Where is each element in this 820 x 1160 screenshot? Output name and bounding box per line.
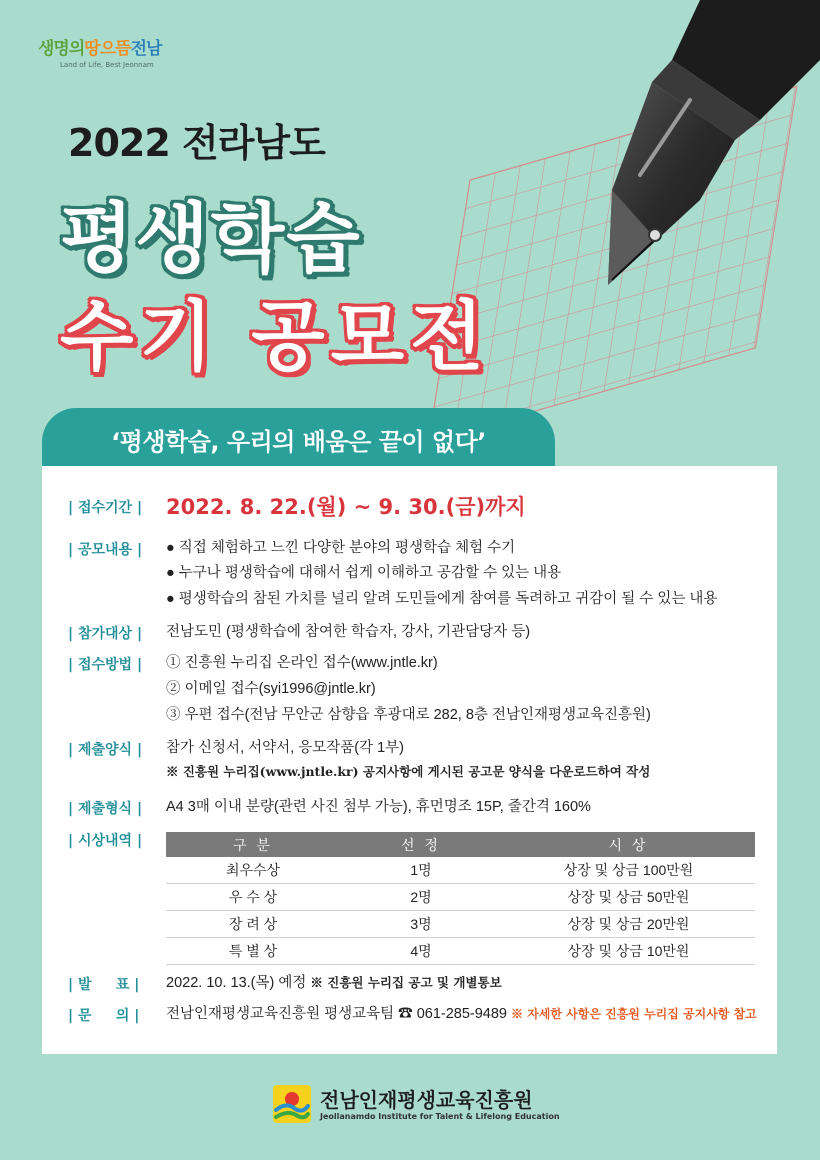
content-item: ● 직접 체험하고 느낀 다양한 분야의 평생학습 체험 수기 [166,540,516,556]
target-value: 전남도민 (평생학습에 참여한 학습자, 강사, 기관담당자 등) [166,624,531,640]
content-item: ● 평생학습의 참된 가치를 널리 알려 도민들에게 참여를 독려하고 귀감이 될 수 있는 내용 [166,591,718,607]
contact-info: 전남인재평생교육진흥원 평생교육팀 ☎ 061-285-9489 [166,1006,507,1022]
period-value: 2022. 8. 22.(월) ~ 9. 30.(금)까지 [166,495,526,519]
awards-header-prize: 시 상 [502,832,755,857]
award-prize: 상장 및 상금 10만원 [502,938,755,965]
announce-date: 2022. 10. 13.(목) 예정 [166,975,307,991]
period-label: | 접수기간 | [68,500,143,516]
main-title-line1: 평생학습 [60,194,362,283]
content-item: ● 누구나 평생학습에 대해서 쉽게 이해하고 공감할 수 있는 내용 [166,565,562,581]
forms-note: ※ 진흥원 누리집(www.jntle.kr) 공지사항에 게시된 공고문 양식을 다운로드하여 작성 [166,764,651,779]
contact-value [166,1002,757,1026]
award-name: 특 별 상 [166,938,340,965]
table-row [166,911,755,938]
awards-table [166,832,755,965]
award-count: 1명 [340,857,502,884]
announce-label: | 발 표 | [68,977,140,993]
award-count: 4명 [340,938,502,965]
forms-label: | 제출양식 | [68,742,143,758]
main-title-line2: 수기 공모전 [60,292,490,381]
method-item: ③ 우편 접수(전남 무안군 삼향읍 후광대로 282, 8층 전남인재평생교육진흥원) [166,707,651,723]
awards-label: | 시상내역 | [68,833,143,849]
award-prize: 상장 및 상금 50만원 [502,884,755,911]
method-item: ① 진흥원 누리집 온라인 접수(www.jntle.kr) [166,655,438,671]
award-name: 최우수상 [166,857,340,884]
announce-note: ※ 진흥원 누리집 공고 및 개별통보 [310,975,502,990]
forms-value: 참가 신청서, 서약서, 응모작품(각 1부) [166,740,404,756]
contact-note: ※ 자세한 사항은 진흥원 누리집 공지사항 참고 [511,1007,757,1021]
org-name: 전남인재평생교육진흥원 [320,1088,533,1112]
target-label: | 참가대상 | [68,626,143,642]
award-name: 우 수 상 [166,884,340,911]
year-title: 2022 전라남도 [68,121,325,165]
contact-label: | 문 의 | [68,1008,140,1024]
footer-org [272,1084,560,1128]
table-row [166,884,755,911]
content-label: | 공모내용 | [68,542,143,558]
award-name: 장 려 상 [166,911,340,938]
award-count: 2명 [340,884,502,911]
method-label: | 접수방법 | [68,657,143,673]
method-item: ② 이메일 접수(syi1996@jntle.kr) [166,681,376,697]
awards-table-header [166,832,755,857]
awards-header-count: 선 정 [340,832,502,857]
brand-logo-text-green: 생명의 [38,39,85,59]
brand-tagline: Land of Life, Best Jeonnam [60,61,154,69]
org-name-en: Jeollanamdo Institute for Talent & Lifelong Education [320,1112,560,1121]
table-row [166,857,755,884]
award-prize: 상장 및 상금 100만원 [502,857,755,884]
table-row [166,938,755,965]
award-prize: 상장 및 상금 20만원 [502,911,755,938]
brand-logo-text-orange: 땅으뜸 [84,39,131,59]
format-label: | 제출형식 | [68,801,143,817]
org-logo-icon [272,1084,312,1124]
brand-logo [38,34,161,69]
slogan-text: ‘평생학습, 우리의 배움은 끝이 없다’ [111,428,486,456]
format-value: A4 3매 이내 분량(관련 사진 첨부 가능), 휴먼명조 15P, 줄간격 160% [166,799,591,815]
brand-logo-text-blue: 전남 [130,39,162,59]
award-count: 3명 [340,911,502,938]
announce-value [166,971,502,995]
awards-header-category: 구 분 [166,832,340,857]
